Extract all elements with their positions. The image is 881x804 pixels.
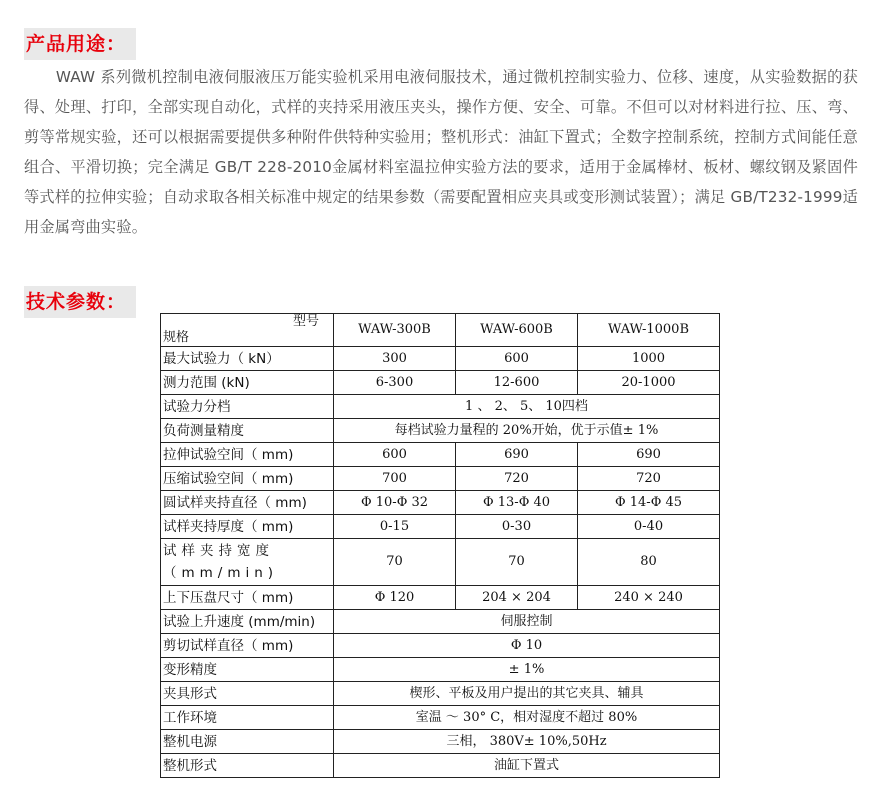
row-value: 70 <box>334 539 456 586</box>
table-row <box>161 419 720 443</box>
row-value-merged: Φ 10 <box>334 634 720 658</box>
row-label: 工作环境 <box>161 706 334 730</box>
row-label: 压缩试验空间（ mm) <box>161 467 334 491</box>
row-label: 试样夹持宽度（mm/min) <box>161 539 334 586</box>
row-value: 12-600 <box>456 371 578 395</box>
row-label: 试样夹持厚度（ mm) <box>161 515 334 539</box>
row-label: 拉伸试验空间（ mm) <box>161 443 334 467</box>
row-value: 690 <box>456 443 578 467</box>
row-value: 240 × 240 <box>578 586 720 610</box>
corner-model-label: 型号 <box>292 314 319 329</box>
table-row <box>161 754 720 778</box>
row-value: Φ 13-Φ 40 <box>456 491 578 515</box>
row-value-merged: 油缸下置式 <box>334 754 720 778</box>
row-value: 300 <box>334 347 456 371</box>
table-row <box>161 347 720 371</box>
row-value: 0-15 <box>334 515 456 539</box>
section-title-usage: 产品用途： <box>24 28 136 60</box>
row-value: 1000 <box>578 347 720 371</box>
table-corner-cell <box>161 314 334 347</box>
usage-paragraph: WAW 系列微机控制电液伺服液压万能实验机采用电液伺服技术，通过微机控制实验力、位移、速度，从实验数据的获得、处理、打印，全部实现自动化，式样的夹持采用液压夹头，操作方便、安全、可靠。不但可以对材料进行拉、压、弯、剪等常规实验，还可以根据需要提供多种附件供特种实验用；整机形式：油缸下置式；全数字控制系统，控制方式间能任意组合、平滑切换；完全满足 GB/T 228-2010金属材料室温拉伸实验方法的要求，适用于金属棒材、板材、螺纹钢及紧固件等式样的拉伸实验；自动求取各相关标准中规定的结果参数（需要配置相应夹具或变形测试装置）；满足 GB/T232-1999适用金属弯曲实验。 <box>24 68 858 236</box>
row-value: 600 <box>334 443 456 467</box>
table-row <box>161 371 720 395</box>
row-label: 试验上升速度 (mm/min) <box>161 610 334 634</box>
table-row <box>161 706 720 730</box>
row-value: 80 <box>578 539 720 586</box>
row-label: 整机电源 <box>161 730 334 754</box>
row-value: 0-30 <box>456 515 578 539</box>
row-label: 夹具形式 <box>161 682 334 706</box>
model-header: WAW-300B <box>334 314 456 347</box>
row-value: Φ 120 <box>334 586 456 610</box>
row-label: 变形精度 <box>161 658 334 682</box>
row-value-merged: 三相， 380V± 10%,50Hz <box>334 730 720 754</box>
row-value: Φ 10-Φ 32 <box>334 491 456 515</box>
row-label: 圆试样夹持直径（ mm) <box>161 491 334 515</box>
table-row <box>161 515 720 539</box>
table-row <box>161 539 720 586</box>
row-label: 试验力分档 <box>161 395 334 419</box>
row-label: 整机形式 <box>161 754 334 778</box>
row-value: 0-40 <box>578 515 720 539</box>
row-value-merged: 1 、 2、 5、 10四档 <box>334 395 720 419</box>
row-value: 6-300 <box>334 371 456 395</box>
row-label: 最大试验力（ kN） <box>161 347 334 371</box>
model-header: WAW-1000B <box>578 314 720 347</box>
row-value: 690 <box>578 443 720 467</box>
row-value-merged: 每档试验力量程的 20%开始，优于示值± 1% <box>334 419 720 443</box>
row-value-merged: 室温 ～ 30° C，相对湿度不超过 80% <box>334 706 720 730</box>
row-label: 剪切试样直径（ mm) <box>161 634 334 658</box>
row-value: 20-1000 <box>578 371 720 395</box>
table-row <box>161 658 720 682</box>
table-row <box>161 682 720 706</box>
table-header-row <box>161 314 720 347</box>
table-row <box>161 586 720 610</box>
row-label: 测力范围 (kN) <box>161 371 334 395</box>
spec-table <box>160 313 720 778</box>
table-row <box>161 610 720 634</box>
table-row <box>161 730 720 754</box>
table-row <box>161 443 720 467</box>
table-row <box>161 491 720 515</box>
row-value-merged: 楔形、平板及用户提出的其它夹具、辅具 <box>334 682 720 706</box>
row-value: 204 × 204 <box>456 586 578 610</box>
row-value: 700 <box>334 467 456 491</box>
table-row <box>161 467 720 491</box>
corner-spec-label: 规格 <box>163 330 190 345</box>
row-label: 上下压盘尺寸（ mm) <box>161 586 334 610</box>
model-header: WAW-600B <box>456 314 578 347</box>
section-title-params: 技术参数： <box>24 286 136 318</box>
row-value: 600 <box>456 347 578 371</box>
row-value-merged: 伺服控制 <box>334 610 720 634</box>
row-value: 720 <box>456 467 578 491</box>
row-value: Φ 14-Φ 45 <box>578 491 720 515</box>
table-row <box>161 634 720 658</box>
table-row <box>161 395 720 419</box>
row-value: 720 <box>578 467 720 491</box>
row-value-merged: ± 1% <box>334 658 720 682</box>
row-value: 70 <box>456 539 578 586</box>
row-label: 负荷测量精度 <box>161 419 334 443</box>
